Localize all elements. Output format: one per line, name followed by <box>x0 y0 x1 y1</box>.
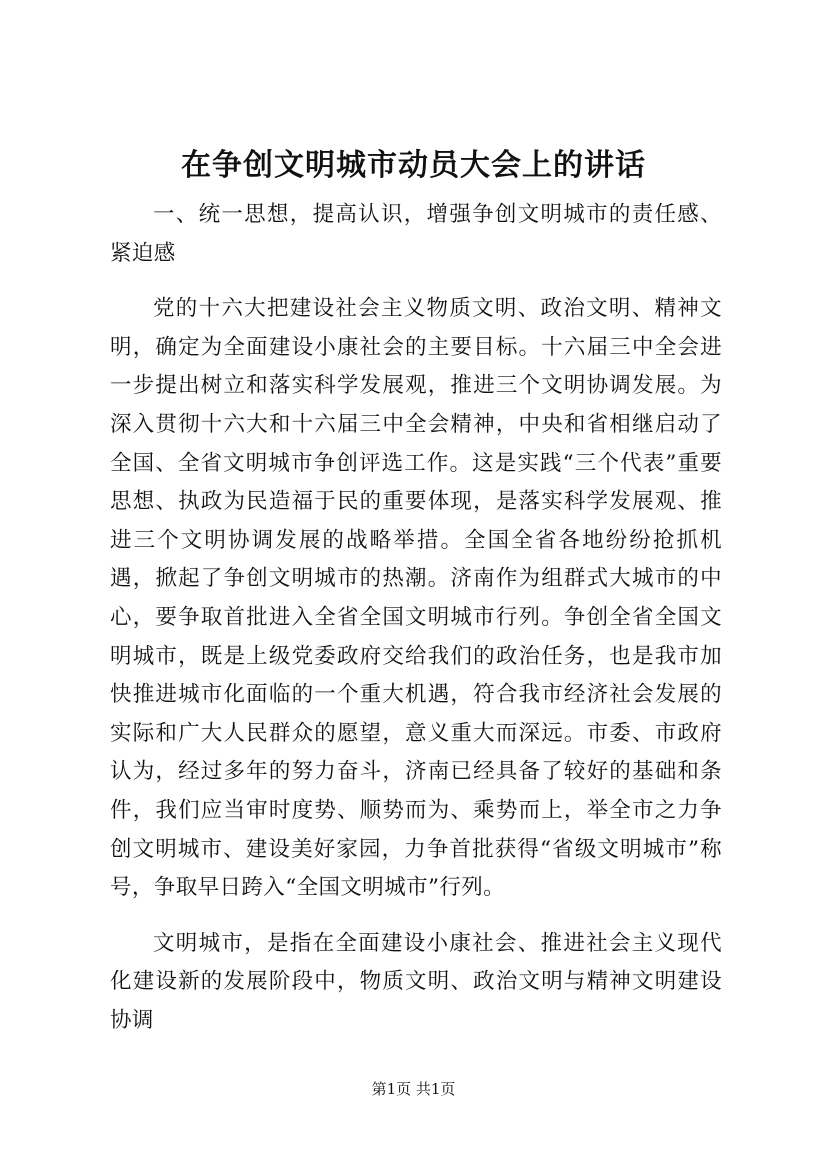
section-heading: 一、统一思想，提高认识，增强争创文明城市的责任感、紧迫感 <box>110 202 722 266</box>
document-body <box>110 196 722 1040</box>
paragraph-2: 文明城市，是指在全面建设小康社会、推进社会主义现代化建设新的发展阶段中，物质文明、政治文明与精神文明建设协调 <box>110 930 722 1033</box>
page-footer: 第1页 共1页 <box>371 1080 456 1098</box>
paragraph-1: 党的十六大把建设社会主义物质文明、政治文明、精神文明，确定为全面建设小康社会的主要目标。十六届三中全会进一步提出树立和落实科学发展观，推进三个文明协调发展。为深入贯彻十六大和十六届三中全会精神，中央和省相继启动了全国、全省文明城市争创评选工作。这是实践“三个代表”重要思想、执政为民造福于民的重要体现，是落实科学发展观、推进三个文明协调发展的战略举措。全国全省各地纷纷抢抓机遇，掀起了争创文明城市的热潮。济南作为组群式大城市的中心，要争取首批进入全省全国文明城市行列。争创全省全国文明城市，既是上级党委政府交给我们的政治任务，也是我市加快推进城市化面临的一个重大机遇，符合我市经济社会发展的实际和广大人民群众的愿望，意义重大而深远。市委、市政府认为，经过多年的努力奋斗，济南已经具备了较好的基础和条件，我们应当审时度势、顺势而为、乘势而上，举全市之力争创文明城市、建设美好家园，力争首批获得“省级文明城市”称号，争取早日跨入“全国文明城市”行列。 <box>110 296 722 901</box>
document-title: 在争创文明城市动员大会上的讲话 <box>181 148 646 183</box>
